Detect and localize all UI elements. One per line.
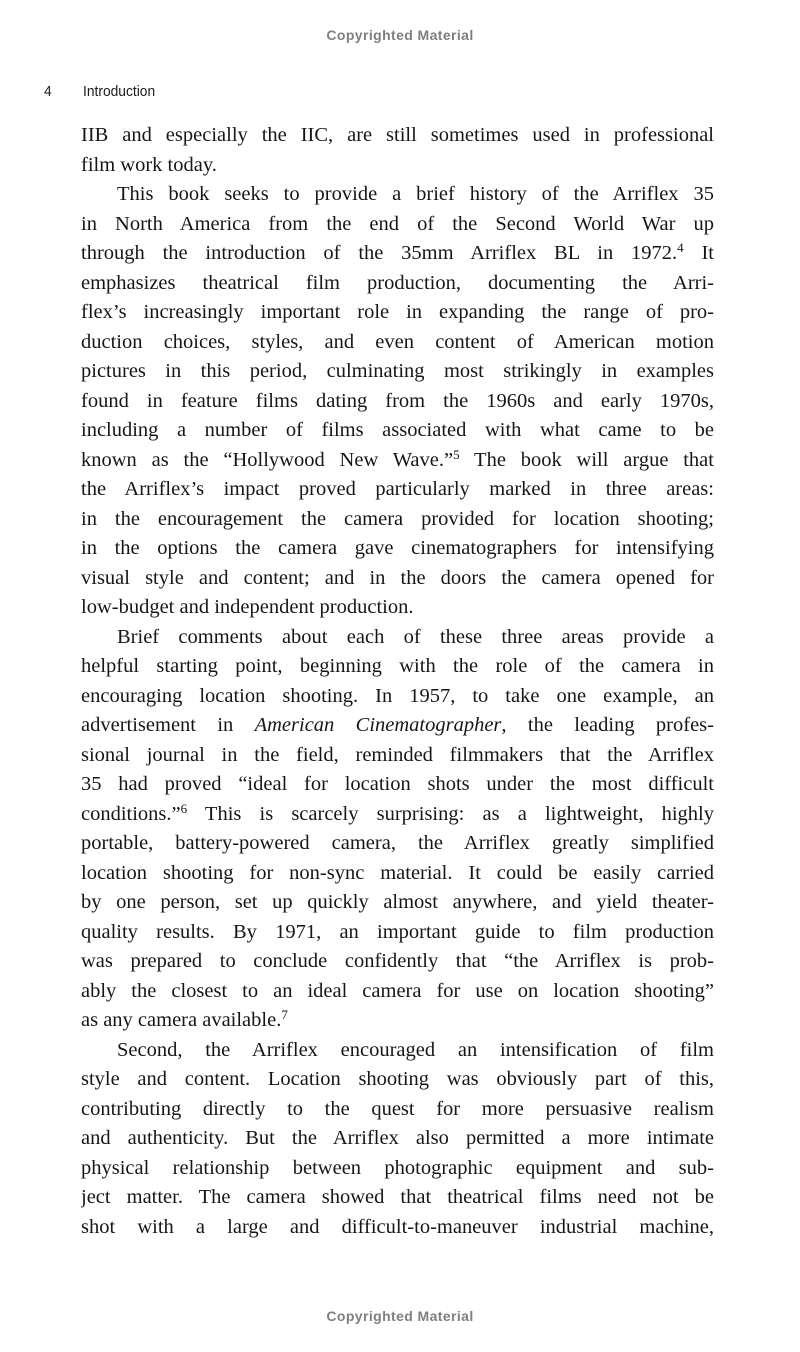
body-line	[81, 564, 714, 594]
body-line	[81, 770, 714, 800]
footnote-reference: 7	[281, 1007, 288, 1022]
text-run: portable, battery-powered camera, the Arriflex greatly simplified	[81, 832, 714, 854]
text-run: shot with a large and difficult-to-maneuver industrial machine,	[81, 1215, 714, 1238]
chapter-title	[83, 83, 161, 100]
body-line	[81, 357, 714, 387]
body-line	[81, 1036, 714, 1066]
text-run: This book seeks to provide a brief history of the Arriflex 35	[117, 183, 714, 205]
italic-title-run: American Cinematographer	[254, 714, 502, 736]
text-run: conditions.”	[81, 802, 181, 825]
text-run: Second, the Arriflex encouraged an intensification of film	[117, 1038, 714, 1061]
text-run: duction choices, styles, and even content of American motion	[81, 330, 714, 353]
body-line	[81, 711, 714, 741]
page-number	[44, 83, 52, 100]
footnote-reference: 5	[453, 446, 460, 462]
body-line	[81, 829, 714, 859]
body-line	[81, 1006, 714, 1036]
text-run: , the leading profes-	[501, 714, 714, 736]
body-line	[81, 682, 714, 712]
body-line	[81, 947, 714, 977]
body-line	[81, 1154, 714, 1184]
text-run: helpful starting point, beginning with the role of the camera in	[81, 655, 714, 677]
text-run: by one person, set up quickly almost anywhere, and yield theater-	[81, 891, 714, 913]
body-line	[81, 239, 714, 269]
text-run: ject matter. The camera showed that theatrical films need not be	[81, 1186, 714, 1208]
text-run: IIB and especially the IIC, are still sometimes used in professional	[81, 124, 714, 146]
text-run: physical relationship between photographic equipment and sub-	[81, 1156, 714, 1179]
body-line	[81, 534, 714, 564]
text-run: as any camera available.	[81, 1009, 282, 1031]
copyright-notice-bottom: Copyrighted Material	[326, 1308, 474, 1324]
body-line	[81, 1065, 714, 1095]
body-line	[81, 888, 714, 918]
text-run: low-budget and independent production.	[81, 596, 414, 618]
text-run: pictures in this period, culminating most strikingly in examples	[81, 360, 714, 382]
text-run: known as the “Hollywood New Wave.”	[81, 448, 454, 471]
body-line	[81, 652, 714, 682]
body-line	[81, 859, 714, 889]
body-line	[81, 180, 714, 210]
body-line	[81, 1124, 714, 1154]
text-run: style and content. Location shooting was obviously part of this,	[81, 1068, 714, 1090]
body-line	[81, 977, 714, 1007]
footnote-reference: 6	[180, 800, 188, 816]
footnote-reference: 4	[677, 240, 684, 255]
body-line	[81, 151, 714, 181]
text-run: Brief comments about each of these three areas provide a	[117, 625, 714, 648]
body-line	[81, 1213, 714, 1243]
text-run: through the introduction of the 35mm Arriflex BL in 1972.	[81, 242, 678, 264]
body-line	[81, 387, 714, 417]
text-run: quality results. By 1971, an important guide to film production	[81, 920, 714, 943]
chapter-title-text: Introduction	[83, 83, 156, 100]
body-line	[81, 623, 714, 653]
body-line	[81, 475, 714, 505]
body-line	[81, 741, 714, 771]
body-line	[81, 1183, 714, 1213]
body-line	[81, 121, 714, 151]
text-run: visual style and content; and in the doors the camera opened for	[81, 566, 714, 589]
text-run: found in feature films dating from the 1960s and early 1970s,	[81, 389, 714, 412]
body-line	[81, 593, 714, 623]
copyright-notice-top: Copyrighted Material	[326, 27, 474, 43]
body-line	[81, 800, 714, 830]
text-run: contributing directly to the quest for more persuasive realism	[81, 1097, 714, 1120]
text-run: location shooting for non-sync material. It could be easily carried	[81, 861, 714, 884]
text-run: including a number of films associated with what came to be	[81, 419, 714, 441]
page-body-text	[81, 121, 714, 1242]
page-number-text: 4	[44, 83, 52, 100]
text-run: in North America from the end of the Second World War up	[81, 212, 714, 235]
text-run: encouraging location shooting. In 1957, to take one example, an	[81, 684, 714, 707]
text-run: and authenticity. But the Arriflex also permitted a more intimate	[81, 1127, 714, 1149]
body-line	[81, 505, 714, 535]
text-run: emphasizes theatrical film production, documenting the Arri-	[81, 271, 714, 294]
text-run: the Arriflex’s impact proved particularly marked in three areas:	[81, 478, 714, 500]
text-run: sional journal in the field, reminded filmmakers that the Arriflex	[81, 743, 714, 766]
text-run: It	[683, 242, 714, 264]
body-line	[81, 1095, 714, 1125]
body-line	[81, 210, 714, 240]
body-line	[81, 446, 714, 476]
text-run: advertisement in	[81, 714, 255, 736]
text-run: This is scarcely surprising: as a lightweight, highly	[187, 802, 714, 825]
body-line	[81, 298, 714, 328]
text-run: in the encouragement the camera provided for location shooting;	[81, 507, 714, 530]
text-run: film work today.	[81, 153, 217, 176]
body-line	[81, 918, 714, 948]
text-run: flex’s increasingly important role in expanding the range of pro-	[81, 301, 714, 323]
body-line	[81, 269, 714, 299]
body-line	[81, 328, 714, 358]
text-run: 35 had proved “ideal for location shots under the most difficult	[81, 773, 714, 795]
text-run: The book will argue that	[459, 448, 714, 471]
text-run: in the options the camera gave cinematographers for intensifying	[81, 537, 714, 559]
text-run: was prepared to conclude confidently that “the Arriflex is prob-	[81, 950, 714, 972]
body-line	[81, 416, 714, 446]
text-run: ably the closest to an ideal camera for use on location shooting”	[81, 979, 714, 1002]
